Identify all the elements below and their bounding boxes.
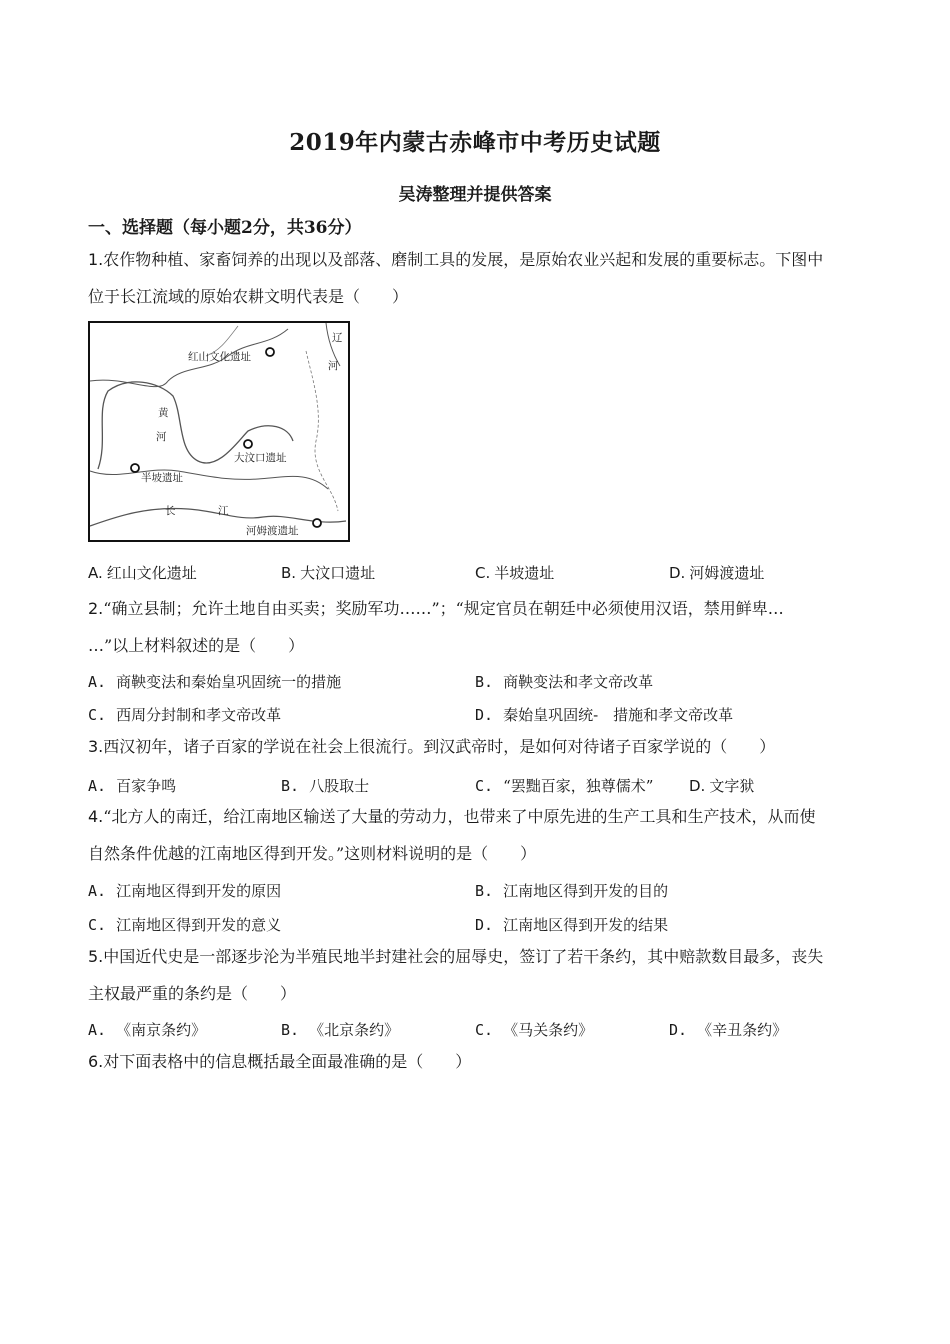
map-label-banpo: 半坡遗址 — [141, 472, 183, 484]
question-4-line-2: 自然条件优越的江南地区得到开发。”这则材料说明的是（ ） — [88, 844, 537, 863]
question-1-option-b[interactable]: B. 大汶口遗址 — [281, 564, 376, 582]
question-3-option-a[interactable]: A. 百家争鸣 — [88, 777, 177, 795]
map-label-huanghe-1: 黄 — [158, 407, 169, 419]
question-2-stem — [88, 594, 863, 661]
question-1-options — [88, 562, 863, 586]
page-title: 2019年内蒙古赤峰市中考历史试题 — [289, 129, 661, 156]
question-2-option-d[interactable]: D. 秦始皇巩固统- 措施和孝文帝改革 — [475, 706, 734, 724]
question-4-option-b[interactable]: B. 江南地区得到开发的目的 — [475, 882, 669, 900]
page-subtitle: 吴涛整理并提供答案 — [398, 185, 552, 205]
section-heading: 一、选择题（每小题2分，共36分） — [88, 218, 362, 238]
question-3-line-1: 3.西汉初年，诸子百家的学说在社会上很流行。到汉武帝时，是如何对待诸子百家学说的（ ） — [88, 737, 776, 756]
question-5-options — [88, 1019, 863, 1043]
question-2-line-2: …”以上材料叙述的是（ ） — [88, 636, 305, 655]
question-3-option-d[interactable]: D. 文字狱 — [689, 777, 755, 795]
question-4-option-d[interactable]: D. 江南地区得到开发的结果 — [475, 916, 669, 934]
map-label-dawenkou: 大汶口遗址 — [234, 452, 287, 464]
question-number: 6. — [88, 1052, 104, 1071]
map-label-hemudu: 河姆渡遗址 — [246, 525, 299, 537]
question-number: 3. — [88, 737, 104, 756]
question-5-option-a[interactable]: A. 《南京条约》 — [88, 1021, 207, 1039]
question-5-option-b[interactable]: B. 《北京条约》 — [281, 1021, 400, 1039]
map-label-liaohe-2: 河 — [328, 360, 339, 372]
question-4-options-row-2 — [88, 914, 863, 938]
question-2-options-row-2 — [88, 704, 863, 728]
dawenkou-site-marker — [244, 440, 252, 448]
question-2-options-row-1 — [88, 671, 863, 695]
question-3-options — [88, 775, 863, 799]
map-label-hongshan: 红山文化遗址 — [188, 351, 251, 363]
map-label-changjiang-2: 江 — [218, 505, 229, 517]
question-2-option-b[interactable]: B. 商鞅变法和孝文帝改革 — [475, 673, 654, 691]
question-4-option-a[interactable]: A. 江南地区得到开发的原因 — [88, 882, 282, 900]
question-4-stem — [88, 802, 863, 869]
map-label-huanghe-2: 河 — [156, 431, 167, 443]
question-number: 2. — [88, 599, 104, 618]
question-4-option-c[interactable]: C. 江南地区得到开发的意义 — [88, 916, 282, 934]
question-5-option-d[interactable]: D. 《辛丑条约》 — [669, 1021, 788, 1039]
question-3-stem — [88, 732, 863, 762]
question-4-line-1: 4.“北方人的南迁，给江南地区输送了大量的劳动力，也带来了中原先进的生产工具和生产技术，从而使 — [88, 807, 816, 826]
banpo-site-marker — [131, 464, 139, 472]
question-5-line-2: 主权最严重的条约是（ ） — [88, 984, 297, 1003]
map-label-changjiang-1: 长 — [165, 505, 176, 517]
question-4-options-row-1 — [88, 880, 863, 904]
neolithic-sites-map — [88, 321, 350, 542]
question-5-line-1: 5.中国近代史是一部逐步沦为半殖民地半封建社会的屈辱史，签订了若干条约，其中赔款数目最多，丧失 — [88, 947, 824, 966]
question-6-line-1: 6.对下面表格中的信息概括最全面最准确的是（ ） — [88, 1052, 472, 1071]
question-2-option-a[interactable]: A. 商鞅变法和秦始皇巩固统一的措施 — [88, 673, 342, 691]
question-1-option-a[interactable]: A. 红山文化遗址 — [88, 564, 197, 582]
question-number: 5. — [88, 947, 104, 966]
question-1-option-d[interactable]: D. 河姆渡遗址 — [669, 564, 765, 582]
question-number: 1. — [88, 250, 104, 269]
map-label-liaohe-1: 辽 — [332, 332, 343, 344]
question-5-option-c[interactable]: C. 《马关条约》 — [475, 1021, 594, 1039]
question-3-option-c[interactable]: C. “罢黜百家，独尊儒术” — [475, 777, 654, 795]
question-5-stem — [88, 942, 863, 1009]
hemudu-site-marker — [313, 519, 321, 527]
question-1-line-2: 位于长江流域的原始农耕文明代表是（ ） — [88, 287, 409, 306]
question-6-stem — [88, 1047, 863, 1077]
question-2-line-1: 2.“确立县制；允许土地自由买卖；奖励军功……”；“规定官员在朝廷中必须使用汉语，禁用鲜卑… — [88, 599, 784, 618]
question-number: 4. — [88, 807, 104, 826]
question-1-option-c[interactable]: C. 半坡遗址 — [475, 564, 555, 582]
question-2-option-c[interactable]: C. 西周分封制和孝文帝改革 — [88, 706, 282, 724]
question-1-line-1: 1.农作物种植、家畜饲养的出现以及部落、磨制工具的发展，是原始农业兴起和发展的重要标志。下图中 — [88, 250, 824, 269]
question-1-stem — [88, 245, 863, 312]
hongshan-site-marker — [266, 348, 274, 356]
question-3-option-b[interactable]: B. 八股取士 — [281, 777, 370, 795]
